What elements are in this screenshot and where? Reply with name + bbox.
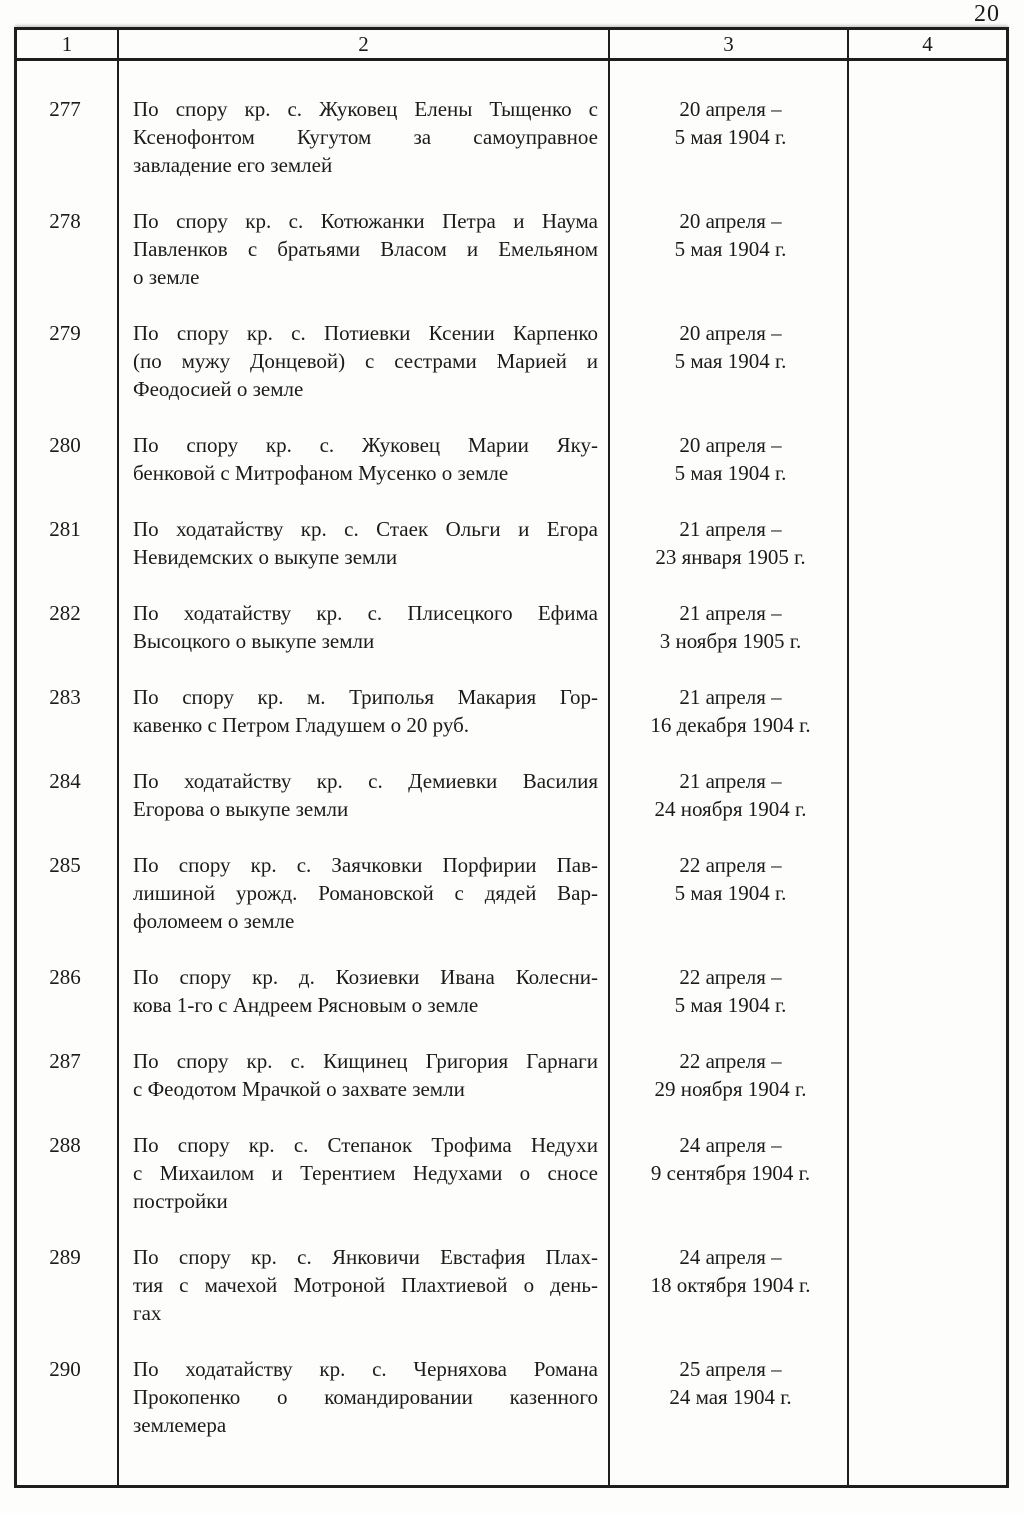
description-line: землемера xyxy=(133,1413,227,1437)
date-line: 24 мая 1904 г. xyxy=(669,1385,792,1409)
date-line: 20 апреля – xyxy=(679,321,782,345)
case-description xyxy=(119,431,610,487)
description-line: Прокопенко о командировании казенного xyxy=(133,1385,598,1409)
notes-cell xyxy=(849,207,1006,291)
case-number: 286 xyxy=(49,965,81,989)
case-description xyxy=(119,515,610,571)
description-line: По спору кр. д. Козиевки Ивана Колесни- xyxy=(133,965,598,989)
date-line: 20 апреля – xyxy=(679,433,782,457)
description-line: Феодосией о земле xyxy=(133,377,304,401)
column-divider xyxy=(117,61,119,1485)
column-header-3: 3 xyxy=(610,30,849,58)
date-line: 21 апреля – xyxy=(679,517,782,541)
case-number: 282 xyxy=(49,601,81,625)
table-row xyxy=(17,767,1006,823)
case-dates xyxy=(610,1131,849,1215)
description-line: с Михаилом и Терентием Недухами о сносе xyxy=(133,1161,598,1185)
case-dates xyxy=(610,851,849,935)
description-line: По спору кр. с. Кищинец Григория Гарнаги xyxy=(133,1049,598,1073)
case-dates xyxy=(610,431,849,487)
date-line: 5 мая 1904 г. xyxy=(674,993,787,1017)
case-number: 285 xyxy=(49,853,81,877)
date-line: 20 апреля – xyxy=(679,209,782,233)
case-description xyxy=(119,1243,610,1327)
description-line: Высоцкого о выкупе земли xyxy=(133,629,375,653)
date-line: 29 ноября 1904 г. xyxy=(654,1077,807,1101)
date-line: 5 мая 1904 г. xyxy=(674,237,787,261)
table-row xyxy=(17,599,1006,655)
description-line: По спору кр. м. Триполья Макария Гор- xyxy=(133,685,598,709)
table-row xyxy=(17,683,1006,739)
case-number: 280 xyxy=(49,433,81,457)
description-line: Егорова о выкупе земли xyxy=(133,797,349,821)
case-description xyxy=(119,683,610,739)
table-header-row xyxy=(17,30,1006,61)
description-line: По спору кр. с. Заячковки Порфирии Пав- xyxy=(133,853,598,877)
case-number: 279 xyxy=(49,321,81,345)
case-number: 290 xyxy=(49,1357,81,1381)
description-line: гах xyxy=(133,1301,162,1325)
case-dates xyxy=(610,1355,849,1439)
case-dates xyxy=(610,1047,849,1103)
date-line: 21 апреля – xyxy=(679,769,782,793)
date-line: 25 апреля – xyxy=(679,1357,782,1381)
case-description xyxy=(119,1131,610,1215)
description-line: По ходатайству кр. с. Плисецкого Ефима xyxy=(133,601,598,625)
date-line: 23 января 1905 г. xyxy=(655,545,806,569)
case-number: 283 xyxy=(49,685,81,709)
table-row xyxy=(17,1355,1006,1439)
description-line: фоломеем о земле xyxy=(133,909,295,933)
case-dates xyxy=(610,207,849,291)
case-number: 281 xyxy=(49,517,81,541)
description-line: о земле xyxy=(133,265,200,289)
case-description xyxy=(119,767,610,823)
table-row xyxy=(17,963,1006,1019)
description-line: По ходатайству кр. с. Стаек Ольги и Егора xyxy=(133,517,598,541)
case-dates xyxy=(610,95,849,179)
description-line: По спору кр. с. Потиевки Ксении Карпенко xyxy=(133,321,598,345)
notes-cell xyxy=(849,683,1006,739)
description-line: По ходатайству кр. с. Черняхова Романа xyxy=(133,1357,598,1381)
table-row xyxy=(17,95,1006,179)
description-line: По спору кр. с. Котюжанки Петра и Наума xyxy=(133,209,598,233)
date-line: 9 сентября 1904 г. xyxy=(650,1161,811,1185)
date-line: 24 апреля – xyxy=(679,1245,782,1269)
description-line: По спору кр. с. Степанок Трофима Недухи xyxy=(133,1133,598,1157)
case-description xyxy=(119,95,610,179)
notes-cell xyxy=(849,1047,1006,1103)
description-line: кавенко с Петром Гладушем о 20 руб. xyxy=(133,713,470,737)
case-description xyxy=(119,1355,610,1439)
date-line: 24 ноября 1904 г. xyxy=(654,797,807,821)
notes-cell xyxy=(849,515,1006,571)
notes-cell xyxy=(849,1131,1006,1215)
page-number: 20 xyxy=(974,1,1000,27)
notes-cell xyxy=(849,963,1006,1019)
case-number: 284 xyxy=(49,769,81,793)
case-description xyxy=(119,851,610,935)
notes-cell xyxy=(849,851,1006,935)
case-dates xyxy=(610,1243,849,1327)
case-number: 288 xyxy=(49,1133,81,1157)
notes-cell xyxy=(849,95,1006,179)
case-dates xyxy=(610,683,849,739)
case-number: 287 xyxy=(49,1049,81,1073)
table-row xyxy=(17,851,1006,935)
case-number: 289 xyxy=(49,1245,81,1269)
case-description xyxy=(119,963,610,1019)
column-divider xyxy=(847,61,849,1485)
date-line: 5 мая 1904 г. xyxy=(674,461,787,485)
case-number: 277 xyxy=(49,97,81,121)
date-line: 16 декабря 1904 г. xyxy=(650,713,811,737)
case-description xyxy=(119,207,610,291)
description-line: бенковой с Митрофаном Мусенко о земле xyxy=(133,461,509,485)
date-line: 18 октября 1904 г. xyxy=(650,1273,811,1297)
date-line: 5 мая 1904 г. xyxy=(674,349,787,373)
case-dates xyxy=(610,767,849,823)
notes-cell xyxy=(849,431,1006,487)
table-row xyxy=(17,1047,1006,1103)
notes-cell xyxy=(849,599,1006,655)
table-row xyxy=(17,1131,1006,1215)
date-line: 22 апреля – xyxy=(679,965,782,989)
notes-cell xyxy=(849,1243,1006,1327)
table-row xyxy=(17,1243,1006,1327)
description-line: завладение его землей xyxy=(133,153,333,177)
date-line: 20 апреля – xyxy=(679,97,782,121)
description-line: По спору кр. с. Жуковец Елены Тыщенко с xyxy=(133,97,598,121)
case-description xyxy=(119,599,610,655)
description-line: По спору кр. с. Жуковец Марии Яку- xyxy=(133,433,598,457)
case-dates xyxy=(610,963,849,1019)
case-dates xyxy=(610,599,849,655)
table-row xyxy=(17,319,1006,403)
description-line: Павленков с братьями Власом и Емельяном xyxy=(133,237,598,261)
description-line: Невидемских о выкупе земли xyxy=(133,545,398,569)
description-line: По спору кр. с. Янковичи Евстафия Плах- xyxy=(133,1245,598,1269)
description-line: с Феодотом Мрачкой о захвате земли xyxy=(133,1077,465,1101)
date-line: 22 апреля – xyxy=(679,853,782,877)
date-line: 21 апреля – xyxy=(679,601,782,625)
date-line: 5 мая 1904 г. xyxy=(674,125,787,149)
date-line: 21 апреля – xyxy=(679,685,782,709)
case-dates xyxy=(610,319,849,403)
description-line: Ксенофонтом Кугутом за самоуправное xyxy=(133,125,598,149)
notes-cell xyxy=(849,1355,1006,1439)
column-header-2: 2 xyxy=(119,30,610,58)
date-line: 5 мая 1904 г. xyxy=(674,881,787,905)
case-description xyxy=(119,1047,610,1103)
notes-cell xyxy=(849,319,1006,403)
description-line: кова 1-го с Андреем Рясновым о земле xyxy=(133,993,479,1017)
column-header-1: 1 xyxy=(17,30,119,58)
case-description xyxy=(119,319,610,403)
description-line: По ходатайству кр. с. Демиевки Василия xyxy=(133,769,598,793)
notes-cell xyxy=(849,767,1006,823)
description-line: лишиной урожд. Романовской с дядей Вар- xyxy=(133,881,598,905)
table-row xyxy=(17,515,1006,571)
table-row xyxy=(17,207,1006,291)
column-divider xyxy=(608,61,610,1485)
description-line: постройки xyxy=(133,1189,228,1213)
date-line: 3 ноября 1905 г. xyxy=(659,629,802,653)
date-line: 24 апреля – xyxy=(679,1133,782,1157)
case-register-table xyxy=(14,27,1009,1488)
case-number: 278 xyxy=(49,209,81,233)
date-line: 22 апреля – xyxy=(679,1049,782,1073)
table-body xyxy=(17,61,1006,1485)
table-row xyxy=(17,431,1006,487)
description-line: тия с мачехой Мотроной Плахтиевой о день- xyxy=(133,1273,598,1297)
column-header-4: 4 xyxy=(922,31,933,56)
case-dates xyxy=(610,515,849,571)
description-line: (по мужу Донцевой) с сестрами Марией и xyxy=(133,349,598,373)
